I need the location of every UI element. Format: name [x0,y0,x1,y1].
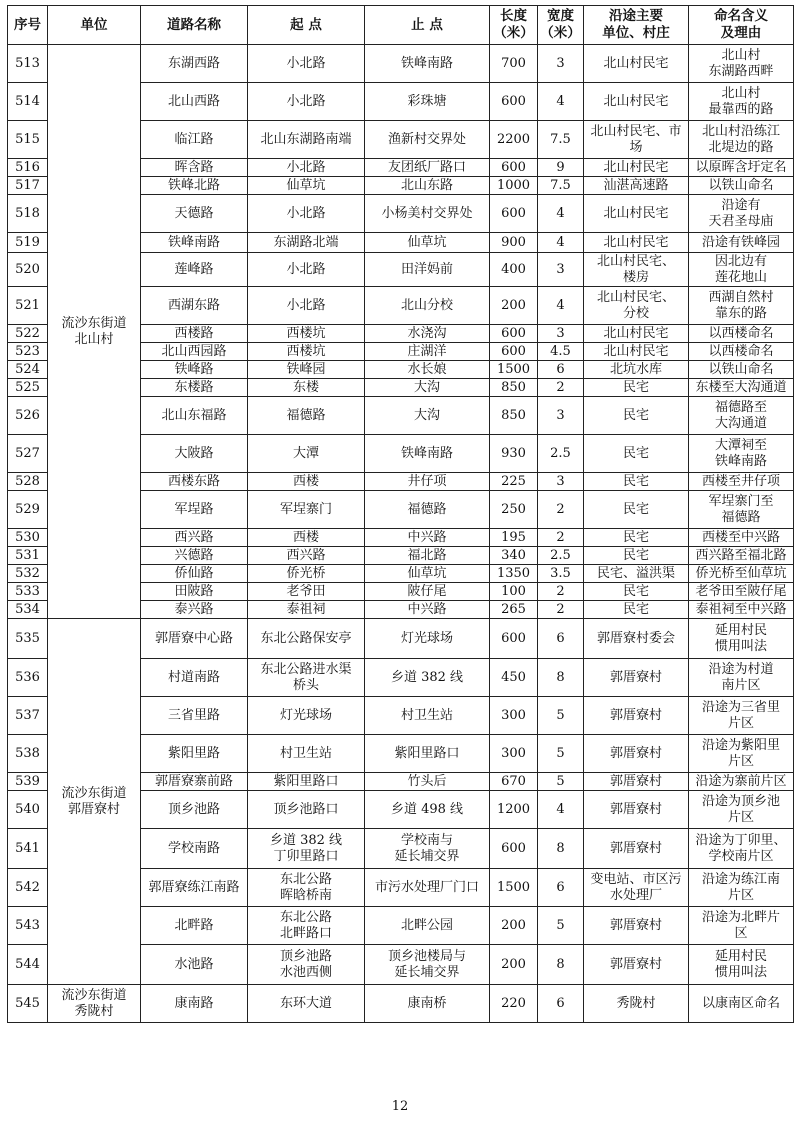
cell-main-units: 民宅 [584,397,689,435]
cell-naming-reason: 沿途为北畔片 区 [689,907,794,945]
cell-width: 6 [538,619,584,659]
cell-naming-reason: 以康南区命名 [689,985,794,1023]
cell-end-point: 仙草坑 [365,565,490,583]
cell-start-point: 仙草坑 [248,177,365,195]
cell-naming-reason: 以原晖含圩定名 [689,159,794,177]
table-body [8,45,794,1023]
cell-naming-reason: 北山村沿练江 北堤边的路 [689,121,794,159]
cell-naming-reason: 东楼至大沟通道 [689,379,794,397]
cell-width: 2.5 [538,547,584,565]
cell-width: 4 [538,83,584,121]
cell-start-point: 东北公路保安亭 [248,619,365,659]
cell-end-point: 彩珠塘 [365,83,490,121]
cell-length: 1350 [490,565,538,583]
cell-main-units: 郭厝寮村 [584,735,689,773]
cell-index: 530 [8,529,48,547]
cell-start-point: 东北公路 晖晗桥南 [248,869,365,907]
cell-main-units: 北山村民宅、 楼房 [584,253,689,287]
cell-naming-reason: 老爷田至陂仔尾 [689,583,794,601]
cell-index: 525 [8,379,48,397]
cell-start-point: 福德路 [248,397,365,435]
cell-length: 195 [490,529,538,547]
cell-unit: 流沙东街道 郭厝寮村 [48,619,141,985]
cell-length: 2200 [490,121,538,159]
cell-main-units: 郭厝寮村 [584,697,689,735]
cell-width: 5 [538,735,584,773]
cell-road-name: 西兴路 [141,529,248,547]
cell-index: 545 [8,985,48,1023]
cell-width: 2 [538,601,584,619]
cell-start-point: 铁峰园 [248,361,365,379]
cell-width: 2 [538,379,584,397]
cell-width: 3 [538,45,584,83]
cell-length: 600 [490,159,538,177]
cell-length: 930 [490,435,538,473]
cell-index: 526 [8,397,48,435]
cell-width: 3 [538,473,584,491]
cell-naming-reason: 大潭祠至 铁峰南路 [689,435,794,473]
col-header-length: 长度 （米） [490,6,538,45]
cell-width: 8 [538,659,584,697]
cell-naming-reason: 以铁山命名 [689,361,794,379]
table-row [8,45,794,83]
cell-index: 514 [8,83,48,121]
cell-road-name: 西湖东路 [141,287,248,325]
cell-naming-reason: 沿途为三省里 片区 [689,697,794,735]
cell-start-point: 泰祖祠 [248,601,365,619]
cell-end-point: 北山东路 [365,177,490,195]
cell-main-units: 北山村民宅、市 场 [584,121,689,159]
cell-end-point: 灯光球场 [365,619,490,659]
cell-index: 517 [8,177,48,195]
cell-naming-reason: 军埕寨门至 福德路 [689,491,794,529]
cell-road-name: 北山东福路 [141,397,248,435]
cell-end-point: 顶乡池楼局与 延长埔交界 [365,945,490,985]
cell-length: 600 [490,325,538,343]
cell-main-units: 民宅 [584,529,689,547]
cell-index: 542 [8,869,48,907]
cell-index: 538 [8,735,48,773]
cell-naming-reason: 以铁山命名 [689,177,794,195]
cell-naming-reason: 福德路至 大沟通道 [689,397,794,435]
cell-end-point: 康南桥 [365,985,490,1023]
cell-road-name: 铁峰北路 [141,177,248,195]
cell-end-point: 中兴路 [365,601,490,619]
cell-length: 200 [490,287,538,325]
cell-width: 2 [538,491,584,529]
cell-road-name: 东湖西路 [141,45,248,83]
cell-road-name: 学校南路 [141,829,248,869]
cell-road-name: 西楼路 [141,325,248,343]
cell-length: 1500 [490,361,538,379]
cell-end-point: 仙草坑 [365,233,490,253]
cell-main-units: 秀陇村 [584,985,689,1023]
cell-length: 1500 [490,869,538,907]
cell-end-point: 庄湖洋 [365,343,490,361]
cell-main-units: 郭厝寮村 [584,659,689,697]
cell-width: 4 [538,195,584,233]
cell-width: 3 [538,397,584,435]
cell-index: 534 [8,601,48,619]
cell-main-units: 汕湛高速路 [584,177,689,195]
cell-index: 535 [8,619,48,659]
col-header-naming-reason: 命名含义 及理由 [689,6,794,45]
cell-end-point: 大沟 [365,379,490,397]
cell-width: 4.5 [538,343,584,361]
cell-start-point: 紫阳里路口 [248,773,365,791]
page-number: 12 [391,1099,409,1114]
cell-index: 532 [8,565,48,583]
cell-length: 700 [490,45,538,83]
cell-naming-reason: 延用村民 惯用叫法 [689,945,794,985]
cell-width: 8 [538,829,584,869]
cell-start-point: 西楼 [248,529,365,547]
cell-length: 600 [490,195,538,233]
cell-main-units: 郭厝寮村委会 [584,619,689,659]
cell-index: 540 [8,791,48,829]
cell-road-name: 天德路 [141,195,248,233]
cell-road-name: 郭厝寮中心路 [141,619,248,659]
cell-main-units: 郭厝寮村 [584,945,689,985]
cell-start-point: 乡道 382 线 丁卯里路口 [248,829,365,869]
cell-end-point: 井仔项 [365,473,490,491]
cell-road-name: 军埕路 [141,491,248,529]
cell-width: 3 [538,253,584,287]
cell-start-point: 小北路 [248,195,365,233]
cell-end-point: 乡道 498 线 [365,791,490,829]
cell-road-name: 康南路 [141,985,248,1023]
cell-width: 6 [538,869,584,907]
cell-length: 600 [490,343,538,361]
cell-length: 600 [490,83,538,121]
cell-main-units: 民宅 [584,473,689,491]
cell-width: 5 [538,773,584,791]
cell-naming-reason: 以西楼命名 [689,325,794,343]
cell-road-name: 郭厝寮寨前路 [141,773,248,791]
cell-length: 900 [490,233,538,253]
cell-naming-reason: 沿途为顶乡池 片区 [689,791,794,829]
cell-start-point: 西兴路 [248,547,365,565]
cell-length: 600 [490,829,538,869]
cell-start-point: 东楼 [248,379,365,397]
cell-index: 531 [8,547,48,565]
cell-naming-reason: 泰祖祠至中兴路 [689,601,794,619]
cell-index: 520 [8,253,48,287]
cell-index: 528 [8,473,48,491]
cell-length: 265 [490,601,538,619]
cell-index: 523 [8,343,48,361]
cell-main-units: 北山村民宅、 分校 [584,287,689,325]
cell-width: 2 [538,583,584,601]
cell-start-point: 村卫生站 [248,735,365,773]
cell-end-point: 市污水处理厂门口 [365,869,490,907]
cell-index: 516 [8,159,48,177]
cell-length: 200 [490,907,538,945]
cell-end-point: 小杨美村交界处 [365,195,490,233]
cell-start-point: 顶乡池路 水池西侧 [248,945,365,985]
cell-road-name: 东楼路 [141,379,248,397]
cell-start-point: 大潭 [248,435,365,473]
col-header-width: 宽度 （米） [538,6,584,45]
cell-naming-reason: 沿途为寨前片区 [689,773,794,791]
cell-start-point: 西楼坑 [248,343,365,361]
cell-start-point: 小北路 [248,159,365,177]
cell-unit: 流沙东街道 北山村 [48,45,141,619]
cell-start-point: 东北公路进水渠 桥头 [248,659,365,697]
cell-naming-reason: 以西楼命名 [689,343,794,361]
cell-end-point: 北畔公园 [365,907,490,945]
cell-end-point: 中兴路 [365,529,490,547]
cell-end-point: 紫阳里路口 [365,735,490,773]
cell-width: 6 [538,361,584,379]
cell-start-point: 东环大道 [248,985,365,1023]
cell-index: 513 [8,45,48,83]
cell-length: 1000 [490,177,538,195]
cell-index: 536 [8,659,48,697]
cell-end-point: 大沟 [365,397,490,435]
cell-length: 600 [490,619,538,659]
cell-end-point: 乡道 382 线 [365,659,490,697]
cell-start-point: 小北路 [248,83,365,121]
cell-index: 529 [8,491,48,529]
col-header-index: 序号 [8,6,48,45]
cell-road-name: 兴德路 [141,547,248,565]
cell-naming-reason: 沿途为紫阳里 片区 [689,735,794,773]
cell-road-name: 铁峰南路 [141,233,248,253]
cell-road-name: 晖含路 [141,159,248,177]
cell-naming-reason: 西湖自然村 靠东的路 [689,287,794,325]
cell-main-units: 民宅 [584,379,689,397]
cell-end-point: 水长娘 [365,361,490,379]
cell-main-units: 北山村民宅 [584,325,689,343]
cell-index: 541 [8,829,48,869]
cell-start-point: 顶乡池路口 [248,791,365,829]
cell-start-point: 北山东湖路南端 [248,121,365,159]
cell-road-name: 铁峰路 [141,361,248,379]
cell-end-point: 铁峰南路 [365,45,490,83]
cell-naming-reason: 西兴路至福北路 [689,547,794,565]
cell-length: 850 [490,379,538,397]
cell-index: 533 [8,583,48,601]
cell-main-units: 北坑水库 [584,361,689,379]
cell-start-point: 灯光球场 [248,697,365,735]
cell-end-point: 村卫生站 [365,697,490,735]
cell-index: 539 [8,773,48,791]
cell-end-point: 铁峰南路 [365,435,490,473]
cell-start-point: 小北路 [248,253,365,287]
cell-width: 5 [538,907,584,945]
cell-main-units: 郭厝寮村 [584,829,689,869]
cell-length: 100 [490,583,538,601]
col-header-unit: 单位 [48,6,141,45]
cell-start-point: 西楼 [248,473,365,491]
cell-main-units: 民宅 [584,547,689,565]
cell-main-units: 民宅 [584,491,689,529]
cell-naming-reason: 西楼至中兴路 [689,529,794,547]
cell-length: 340 [490,547,538,565]
cell-naming-reason: 沿途有 天君圣母庙 [689,195,794,233]
cell-width: 9 [538,159,584,177]
cell-start-point: 小北路 [248,287,365,325]
cell-main-units: 北山村民宅 [584,159,689,177]
cell-naming-reason: 延用村民 惯用叫法 [689,619,794,659]
cell-main-units: 民宅 [584,435,689,473]
cell-length: 300 [490,735,538,773]
cell-index: 515 [8,121,48,159]
cell-main-units: 北山村民宅 [584,83,689,121]
cell-index: 518 [8,195,48,233]
cell-index: 519 [8,233,48,253]
col-header-start-point: 起 点 [248,6,365,45]
cell-end-point: 水浇沟 [365,325,490,343]
cell-index: 544 [8,945,48,985]
cell-road-name: 大陂路 [141,435,248,473]
cell-end-point: 福北路 [365,547,490,565]
cell-end-point: 竹头后 [365,773,490,791]
cell-end-point: 田洋妈前 [365,253,490,287]
cell-main-units: 北山村民宅 [584,45,689,83]
table-row [8,619,794,659]
cell-road-name: 紫阳里路 [141,735,248,773]
cell-width: 7.5 [538,121,584,159]
cell-naming-reason: 沿途为丁卯里、 学校南片区 [689,829,794,869]
cell-main-units: 郭厝寮村 [584,791,689,829]
cell-index: 537 [8,697,48,735]
cell-road-name: 村道南路 [141,659,248,697]
cell-naming-reason: 因北边有 莲花地山 [689,253,794,287]
cell-start-point: 西楼坑 [248,325,365,343]
cell-index: 527 [8,435,48,473]
cell-road-name: 田陂路 [141,583,248,601]
cell-length: 1200 [490,791,538,829]
cell-end-point: 北山分校 [365,287,490,325]
cell-road-name: 郭厝寮练江南路 [141,869,248,907]
cell-start-point: 小北路 [248,45,365,83]
cell-main-units: 郭厝寮村 [584,907,689,945]
cell-length: 250 [490,491,538,529]
cell-road-name: 三省里路 [141,697,248,735]
cell-main-units: 变电站、市区污 水处理厂 [584,869,689,907]
cell-width: 7.5 [538,177,584,195]
cell-start-point: 军埕寨门 [248,491,365,529]
cell-length: 200 [490,945,538,985]
road-naming-table [7,5,794,1023]
cell-naming-reason: 西楼至井仔项 [689,473,794,491]
cell-main-units: 北山村民宅 [584,233,689,253]
cell-index: 524 [8,361,48,379]
cell-road-name: 北山西路 [141,83,248,121]
cell-main-units: 民宅 [584,583,689,601]
cell-road-name: 北山西园路 [141,343,248,361]
cell-naming-reason: 北山村 东湖路西畔 [689,45,794,83]
cell-width: 3 [538,325,584,343]
cell-width: 6 [538,985,584,1023]
col-header-end-point: 止 点 [365,6,490,45]
cell-naming-reason: 侨光桥至仙草坑 [689,565,794,583]
cell-start-point: 东北公路 北畔路口 [248,907,365,945]
cell-start-point: 老爷田 [248,583,365,601]
cell-width: 8 [538,945,584,985]
cell-road-name: 临江路 [141,121,248,159]
cell-index: 543 [8,907,48,945]
cell-start-point: 侨光桥 [248,565,365,583]
cell-main-units: 民宅 [584,601,689,619]
cell-length: 300 [490,697,538,735]
cell-length: 450 [490,659,538,697]
cell-road-name: 泰兴路 [141,601,248,619]
cell-width: 2 [538,529,584,547]
cell-start-point: 东湖路北端 [248,233,365,253]
cell-road-name: 莲峰路 [141,253,248,287]
cell-width: 4 [538,287,584,325]
cell-length: 225 [490,473,538,491]
cell-road-name: 顶乡池路 [141,791,248,829]
cell-unit: 流沙东街道 秀陇村 [48,985,141,1023]
cell-main-units: 北山村民宅 [584,343,689,361]
cell-width: 3.5 [538,565,584,583]
cell-naming-reason: 沿途为练江南 片区 [689,869,794,907]
cell-end-point: 友团纸厂路口 [365,159,490,177]
cell-length: 670 [490,773,538,791]
cell-road-name: 西楼东路 [141,473,248,491]
cell-end-point: 渔新村交界处 [365,121,490,159]
cell-length: 850 [490,397,538,435]
cell-width: 4 [538,791,584,829]
cell-width: 2.5 [538,435,584,473]
cell-road-name: 侨仙路 [141,565,248,583]
cell-main-units: 郭厝寮村 [584,773,689,791]
cell-naming-reason: 北山村 最靠西的路 [689,83,794,121]
cell-width: 5 [538,697,584,735]
col-header-road-name: 道路名称 [141,6,248,45]
cell-width: 4 [538,233,584,253]
cell-end-point: 福德路 [365,491,490,529]
cell-index: 521 [8,287,48,325]
table-row [8,985,794,1023]
cell-index: 522 [8,325,48,343]
cell-naming-reason: 沿途为村道 南片区 [689,659,794,697]
cell-road-name: 北畔路 [141,907,248,945]
cell-end-point: 学校南与 延长埔交界 [365,829,490,869]
header-row [8,6,794,45]
cell-main-units: 民宅、溢洪渠 [584,565,689,583]
cell-road-name: 水池路 [141,945,248,985]
cell-naming-reason: 沿途有铁峰园 [689,233,794,253]
col-header-main-units: 沿途主要 单位、村庄 [584,6,689,45]
cell-main-units: 北山村民宅 [584,195,689,233]
cell-length: 400 [490,253,538,287]
cell-length: 220 [490,985,538,1023]
cell-end-point: 陂仔尾 [365,583,490,601]
